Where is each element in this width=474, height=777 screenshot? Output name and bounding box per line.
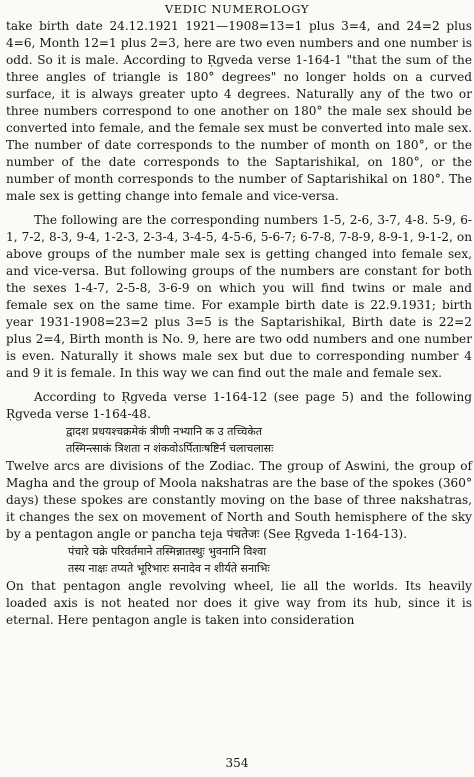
sanskrit-verse-line-2: तस्मिन्त्साकं त्रिशता न शंकवोऽर्पिताःषष्टिर्न चलाचलासः [66,442,274,455]
page-number: 354 [225,756,249,770]
running-header: VEDIC NUMEROLOGY [164,2,310,16]
page-body [6,18,472,629]
sanskrit-verse-line-1: द्वादश प्रधयश्चक्रमेकं त्रीणी नभ्यानि क उ तच्चिकेत [66,425,263,438]
sanskrit-verse-line-3: पंचारे चक्रे परिवर्तमाने तस्मिन्नातस्थुः भुवनानि विश्वा [68,545,267,558]
paragraph-rgveda-reference: According to Ṛgveda verse 1-164-12 (see page 5) and the following Ṛgveda verse 1-164-48. [6,390,472,421]
paragraph-corresponding-numbers: The following are the corresponding numbers 1-5, 2-6, 3-7, 4-8. 5-9, 6-1, 7-2, 8-3, 9-4, 1-2-3, 2-3-4, 3-4-5, 4-5-6, 5-6-7; 6-7-8, 7-8-9, 8-9-1, 9-1-2, on above groups of the number male sex is getting changed into female sex, and vice-versa. But following groups of the numbers are constant for both the sexes 1-4-7, 2-5-8, 3-6-9 on which you will find twins or male and female sex on the same time. For example birth date is 22.9.1931; birth year 1931-1908=23=2 plus 3=5 is the Saptarishikal, Birth date is 22=2 plus 2=4, Birth month is No. 9, here are two odd numbers and one number is even. Naturally it shows male sex but due to corresponding number 4 and 9 it is female. In this way we can find out the male and female sex. [6,213,472,380]
paragraph-pentagon-wheel: On that pentagon angle revolving wheel, lie all the worlds. Its heavily loaded axis is not heated nor does it give way from its hub, since it is eternal. Here pentagon angle is taken into consideration [6,579,472,627]
paragraph-birthdate-example: take birth date 24.12.1921 1921—1908=13=1 plus 3=4, and 24=2 plus 4=6, Month 12=1 plus 2=3, here are two even numbers and one number is odd. So it is male. According to Ṛgveda verse 1-164-1 "that the sum of the three angles of triangle is 180° degrees" no longer holds on a curved surface, it is always greater upto 4 degrees. Naturally any of the two or three numbers correspond to one another on 180° the male sex should be converted into female, and the female sex must be converted into male sex. The number of date corresponds to the number of month on 180°, or the number of the date corresponds to the Saptarishikal, on 180°, or the number of month corresponds to the number of Saptarishikal on 180°. The male sex is getting change into female and vice-versa. [6,19,472,203]
sanskrit-verse-line-4: तस्य नाक्षः तप्यते भूरिभारः सनादेव न शीर्यते सनाभिः [68,562,270,575]
paragraph-twelve-arcs: Twelve arcs are divisions of the Zodiac. The group of Aswini, the group of Magha and the group of Moola nakshatras are the base of the spokes (360° days) these spokes are constantly moving on the base of three nakshatras, it changes the sex on movement of North and South hemisphere of the sky by a pentagon angle or pancha teja पंचतेजः (See Ṛgveda 1-164-13). [6,459,472,541]
